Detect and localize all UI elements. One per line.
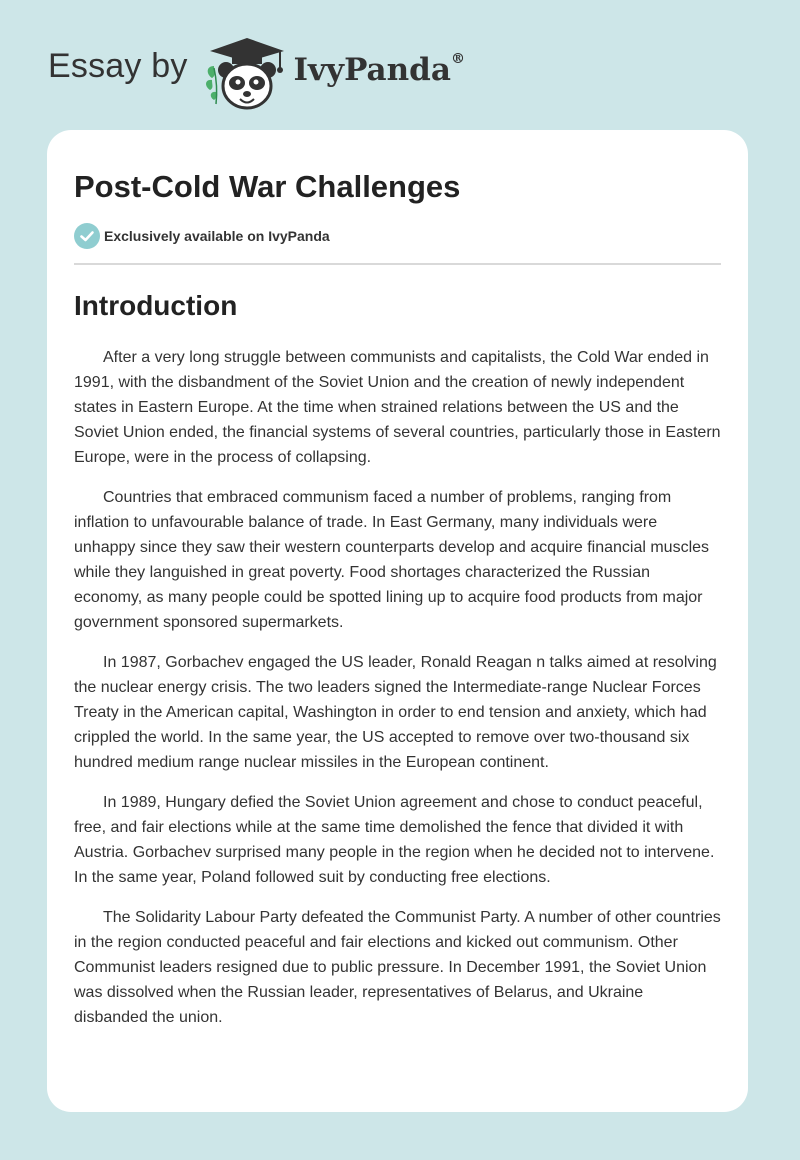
badge-text: Exclusively available on IvyPanda (104, 228, 330, 245)
registered-mark: ® (450, 50, 465, 67)
paragraph: In 1989, Hungary defied the Soviet Union agreement and chose to conduct peaceful, free, and fair elections while at the same time demolished the fence that divided it with Austria. Gorbachev surprised many people in the region when he decided not to intervene. In the same year, Poland followed suit by conducting free elections. (74, 793, 715, 886)
paragraph: In 1987, Gorbachev engaged the US leader, Ronald Reagan n talks aimed at resolving the nuclear energy crisis. The two leaders signed the Intermediate-range Nuclear Forces Treaty in the American capital, Washington in order to end tension and anxiety, which had crippled the world. In the same year, the US accepted to remove over two-thousand six hundred medium range nuclear missiles in the European continent. (74, 653, 717, 771)
panda-graduate-icon (202, 34, 292, 114)
essay-card (47, 130, 748, 1112)
brand-name-text: IvyPanda (293, 52, 451, 88)
page-title: Post-Cold War Challenges (74, 169, 461, 204)
paragraph: After a very long struggle between communists and capitalists, the Cold War ended in 1991, with the disbandment of the Soviet Union and the creation of newly independent states in Eastern Europe. At the time when strained relations between the US and the Soviet Union ended, the financial systems of several countries, particularly those in Eastern Europe, were in the process of collapsing. (74, 348, 721, 466)
brand-name (294, 52, 465, 88)
exclusive-badge (74, 223, 721, 249)
paragraph: Countries that embraced communism faced a number of problems, ranging from inflation to unfavourable balance of trade. In East Germany, many individuals were unhappy since they saw their western counterparts develop and acquire financial muscles while they languished in great poverty. Food shortages characterized the Russian economy, as many people could be spotted lining up to acquire food products from major government sponsored supermarkets. (74, 488, 710, 631)
divider (74, 263, 721, 265)
section-title: Introduction (74, 290, 238, 322)
paragraph: The Solidarity Labour Party defeated the Communist Party. A number of other countries in the region conducted peaceful and fair elections and kicked out communism. Other Communist leaders resigned due to public pressure. In December 1991, the Soviet Union was dissolved when the Russian leader, representatives of Belarus, and Ukraine disbanded the union. (74, 908, 721, 1026)
brand-prefix: Essay by (48, 46, 188, 85)
brand-header[interactable] (48, 34, 465, 114)
check-circle-icon (74, 223, 100, 249)
